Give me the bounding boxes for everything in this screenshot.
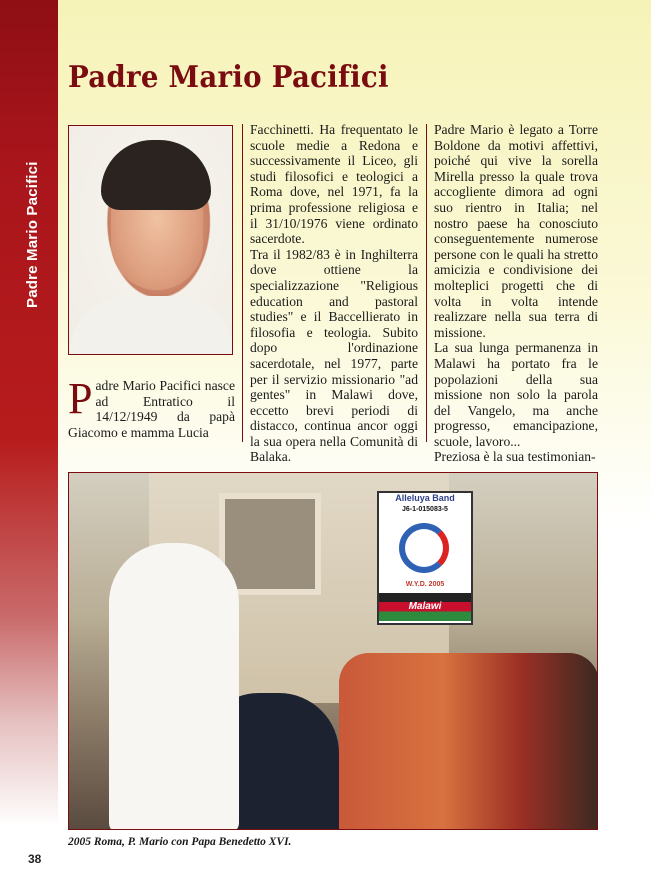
page-title: Padre Mario Pacifici (68, 60, 389, 95)
photo-crowd (339, 653, 598, 830)
wyd-logo-icon (399, 523, 449, 573)
banner-wyd: W.Y.D. 2005 (405, 581, 445, 588)
intro-paragraph (68, 374, 235, 440)
banner-heading (379, 493, 471, 515)
banner-country: Malawi (379, 593, 471, 621)
paragraph: La sua lunga permanenza in Malawi ha portato fra le popolazioni della sua missione non solo la parola del Vangelo, ma anche progresso, emancipazione, scuole, lavoro... (434, 340, 598, 449)
banner-title: Alleluya Band (395, 493, 455, 503)
banner-code: J6-1-015083-5 (402, 506, 448, 513)
photo-caption: 2005 Roma, P. Mario con Papa Benedetto XVI. (68, 836, 292, 848)
photo-pope-figure (109, 543, 239, 830)
paragraph: Padre Mario è legato a Torre Boldone da motivi affettivi, poiché qui vive la sorella Mirella presso la quale trova accogliente dimora ad ogni suo rientro in Italia; nel nostro paese ha conosciuto conseguentemente numerose persone con le quali ha stretto amicizia e condivisione dei molteplici progetti che di volta in volta intende realizzare nella sua terra di missione. (434, 122, 598, 340)
column-divider (426, 124, 427, 442)
portrait-hair (101, 140, 211, 210)
paragraph: Facchinetti. Ha frequentato le scuole medie a Redona e successivamente il Liceo, gli studi filosofici e teologici a Roma dove, nel 1971, fa la prima professione religiosa e il 31/10/1976 viene ordinato sacerdote. (250, 122, 418, 247)
text-column-3 (434, 122, 598, 465)
sidebar-band (0, 0, 58, 880)
page-number: 38 (28, 852, 42, 866)
intro-text: adre Mario Pacifici nasce ad Entratico il 14/12/1949 da papà Giacomo e mamma Lucia (68, 378, 235, 440)
drop-cap: P (68, 374, 93, 423)
text-column-2 (250, 122, 418, 465)
sidebar-title: Padre Mario Pacifici (24, 161, 41, 308)
paragraph: Preziosa è la sua testimonian- (434, 449, 596, 465)
photo-banner (377, 491, 473, 625)
event-photo (68, 472, 598, 830)
portrait-shirt (69, 296, 233, 355)
column-divider (242, 124, 243, 442)
text-column-1 (68, 374, 235, 440)
paragraph: Tra il 1982/83 è in Inghilterra dove ottiene la specializzazione "Religious education and pastoral studies" e il Baccellierato in filosofia e teologia. Subito dopo l'ordinazione sacerdotale, nel 1977, parte per il servizio missionario "ad gentes" in Malawi dove, eccetto brevi periodi di distacco, continua ancor oggi la sua opera nella Comunità di Balaka. (250, 246, 418, 465)
portrait-photo (68, 125, 233, 355)
